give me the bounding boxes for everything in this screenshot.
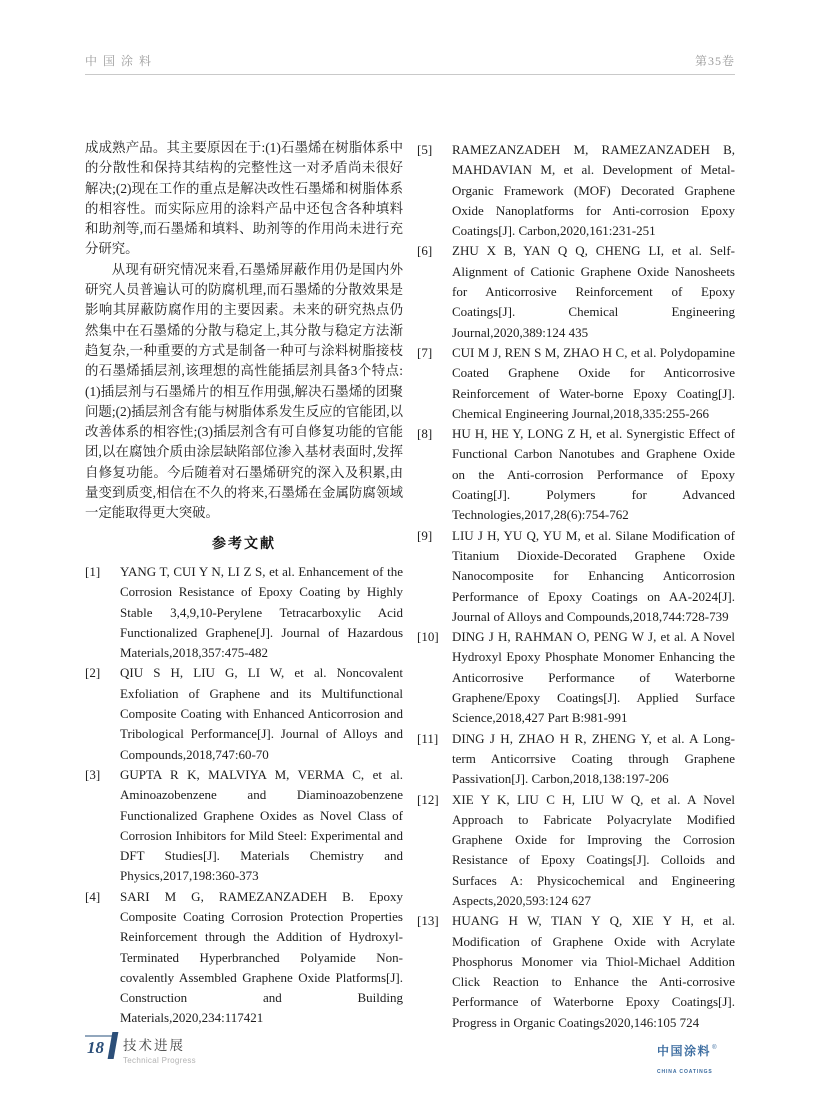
reference-entry [85, 663, 403, 764]
reference-entry [417, 729, 735, 790]
reference-text: DING J H, RAHMAN O, PENG W J, et al. A Novel Hydroxyl Epoxy Phosphate Monomer Enhancing the Anticorrosive Performance of Waterborne Graphene/Epoxy Coatings[J]. Applied Surface Science,2018,427 Part B:981-991 [452, 629, 735, 726]
reference-entry [85, 562, 403, 663]
reference-number: [10] [417, 629, 439, 645]
reference-number: [8] [417, 426, 433, 442]
logo-text-en: CHINA COATINGS [657, 1069, 713, 1076]
body-paragraph: 成成熟产品。其主要原因在于:(1)石墨烯在树脂体系中的分散性和保持其结构的完整性这一对矛盾尚未很好解决;(2)现在工作的重点是解决改性石墨烯和树脂体系的相容性。而实际应用的涂料产品中还包含各种填料和助剂等,而石墨烯和填料、助剂等的作用尚未进行充分研究。 [85, 140, 403, 257]
reference-number: [7] [417, 344, 433, 360]
reference-number: [2] [85, 665, 101, 681]
reference-text: YANG T, CUI Y N, LI Z S, et al. Enhancement of the Corrosion Resistance of Epoxy Coating by Highly Stable 3,4,9,10-Perylene Tetracarboxylic Acid Functionalized Graphene[J]. Journal of Hazardous Materials,2018,357:475-482 [120, 563, 403, 661]
reference-text: QIU S H, LIU G, LI W, et al. Noncovalent Exfoliation of Graphene and its Multifunctional Composite Coating with Enhanced Anticorrosion and Tribological Performance[J]. Journal of Alloys and Compounds,2018,747:60-70 [120, 665, 403, 762]
reference-entry [85, 887, 403, 1029]
reference-number: [4] [85, 888, 101, 904]
reference-text: CUI M J, REN S M, ZHAO H C, et al. Polydopamine Coated Graphene Oxide for Anticorrosive Reinforcement of Water-borne Epoxy Coating[J]. Chemical Engineering Journal,2018,335:255-266 [452, 344, 735, 421]
reference-text: LIU J H, YU Q, YU M, et al. Silane Modification of Titanium Dioxide-Decorated Graphene Oxide Nanocomposite for Enhancing Anticorrosion Performance of Epoxy Coatings on AA-2024[J]. Journal of Alloys and Compounds,2018,744:728-739 [452, 527, 735, 624]
reference-text: SARI M G, RAMEZANZADEH B. Epoxy Composite Coating Corrosion Protection Properties Reinforcement through the Addition of Hydroxyl-Terminated Hyperbranched Polyamide Non-covalently Assembled Graphene Oxide Platforms[J]. Construction and Building Materials,2020,234:117421 [120, 888, 403, 1026]
reference-number: [11] [417, 730, 439, 746]
reference-entry [417, 140, 735, 241]
reference-entry [417, 911, 735, 1033]
reference-text: GUPTA R K, MALVIYA M, VERMA C, et al. Aminoazobenzene and Diaminoazobenzene Functionalized Graphene Oxides as Novel Class of Corrosion Inhibitors for Mild Steel: Experimental and DFT Studies[J]. Materials Chemistry and Physics,2017,198:360-373 [120, 766, 403, 884]
journal-name: 中国涂料 [85, 54, 158, 68]
reference-text: RAMEZANZADEH M, RAMEZANZADEH B, MAHDAVIAN M, et al. Development of Metal-Organic Framework (MOF) Decorated Graphene Oxide Nanoplatforms for Anti-corrosion Epoxy Coatings[J]. Carbon,2020,161:231-251 [452, 142, 735, 239]
reference-number: [5] [417, 142, 433, 157]
page-number: 18 [85, 1035, 112, 1058]
references-heading: 参考文献 [212, 536, 276, 552]
reference-entry [417, 343, 735, 424]
reference-entry [417, 627, 735, 728]
section-title-en: Technical Progress [123, 1056, 196, 1065]
reference-number: [1] [85, 563, 101, 579]
reference-entry [417, 241, 735, 342]
reference-text: HUANG H W, TIAN Y Q, XIE Y H, et al. Modification of Graphene Oxide with Acrylate Phosphorus Monomer via Thiol-Michael Addition Click Reaction to Enhance the Anti-corrosive Performance of Waterborne Epoxy Coatings[J]. Progress in Organic Coatings2020,146:105 724 [452, 913, 735, 1030]
page-footer [85, 1032, 196, 1065]
body-paragraph: 从现有研究情况来看,石墨烯屏蔽作用仍是国内外研究人员普遍认可的防腐机理,而石墨烯的分散效果是影响其屏蔽防腐作用的主要因素。未来的研究热点仍然集中在石墨烯的分散与稳定上,其分散与稳定方法渐趋复杂,一种重要的方式是制备一种可与涂料树脂接枝的石墨烯插层剂,该理想的高性能插层剂具备3个特点:(1)插层剂与石墨烯片的相互作用强,解决石墨烯的团聚问题;(2)插层剂含有能与树脂体系发生反应的官能团,以改善体系的相容性;(3)插层剂含有可自修复功能的官能团,以在腐蚀介质由涂层缺陷部位渗入基材表面时,发挥自修复功能。今后随着对石墨烯研究的深入及积累,由量变到质变,相信在不久的将来,石墨烯在金属防腐领域一定能取得更大突破。 [85, 261, 403, 521]
reference-text: XIE Y K, LIU C H, LIU W Q, et al. A Novel Approach to Fabricate Polyacrylate Modified Graphene Oxide for Improving the Corrosion Resistance of Epoxy Coatings[J]. Colloids and Surfaces A: Physicochemical and Engineering Aspects,2020,593:124 627 [452, 791, 735, 908]
china-coatings-logo [657, 1041, 741, 1083]
reference-number: [3] [85, 766, 101, 782]
reference-text: ZHU X B, YAN Q Q, CHENG LI, et al. Self-Alignment of Cationic Graphene Oxide Nanosheets for Anticorrosive Reinforcement of Epoxy Coatings[J]. Chemical Engineering Journal,2020,389:124 435 [452, 243, 735, 340]
reference-entry [417, 790, 735, 912]
reference-text: HU H, HE Y, LONG Z H, et al. Synergistic Effect of Functional Carbon Nanotubes and Graphene Oxide on the Anti-corrosion Performance of Epoxy Coating[J]. Polymers for Advanced Technologies,2017,28(6):754-762 [452, 426, 735, 523]
reference-number: [12] [417, 791, 439, 807]
page-header [85, 52, 735, 75]
logo-text-cn: 中国涂料 ® [657, 1041, 711, 1061]
reference-text: DING J H, ZHAO H R, ZHENG Y, et al. A Long-term Anticorrsive Coating through Graphene Passivation[J]. Carbon,2018,138:197-206 [452, 730, 735, 787]
reference-entry [417, 526, 735, 627]
reference-number: [9] [417, 527, 433, 543]
registered-trademark-icon: ® [712, 1045, 719, 1052]
section-title-cn: 技术进展 [123, 1038, 185, 1053]
reference-number: [6] [417, 243, 433, 259]
reference-entry [85, 765, 403, 887]
reference-number: [13] [417, 913, 439, 929]
footer-section [123, 1032, 196, 1065]
reference-entry [417, 424, 735, 525]
volume-label: 第35卷 [694, 54, 735, 68]
right-column [417, 140, 735, 1083]
left-column [85, 138, 403, 1029]
